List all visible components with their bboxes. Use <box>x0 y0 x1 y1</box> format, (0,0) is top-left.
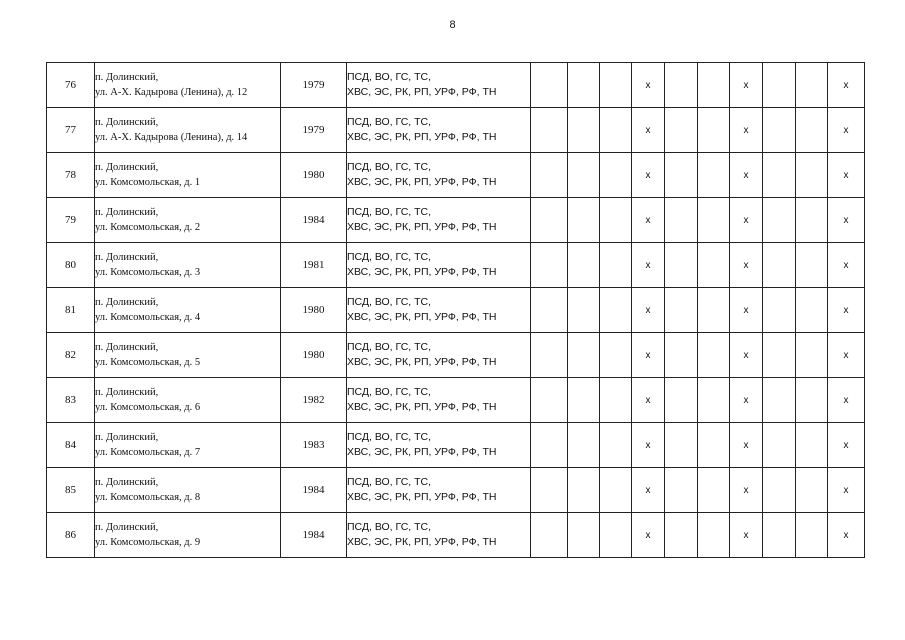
systems-line-2: ХВС, ЭС, РК, РП, УРФ, РФ, ТН <box>347 356 497 368</box>
mark-cell <box>698 468 730 513</box>
table-row <box>47 333 865 378</box>
mark-cell: x <box>730 288 763 333</box>
mark-cell <box>568 423 600 468</box>
address-settlement: п. Долинский, <box>95 252 159 263</box>
mark-cell: x <box>632 198 665 243</box>
systems-cell <box>347 468 531 513</box>
mark-cell <box>568 333 600 378</box>
mark-cell <box>568 513 600 558</box>
row-number-cell: 76 <box>47 63 95 108</box>
mark-cell: x <box>730 243 763 288</box>
mark-cell <box>698 378 730 423</box>
mark-cell: x <box>730 333 763 378</box>
systems-cell <box>347 378 531 423</box>
systems-cell <box>347 513 531 558</box>
mark-cell <box>665 63 698 108</box>
mark-cell <box>665 423 698 468</box>
mark-cell <box>600 153 632 198</box>
mark-cell <box>796 108 828 153</box>
systems-line-1: ПСД, ВО, ГС, ТС, <box>347 476 432 488</box>
address-settlement: п. Долинский, <box>95 522 159 533</box>
mark-cell: x <box>632 63 665 108</box>
mark-cell <box>568 378 600 423</box>
year-cell: 1984 <box>281 198 347 243</box>
address-street: ул. А-Х. Кадырова (Ленина), д. 12 <box>95 87 248 98</box>
address-cell <box>95 468 281 513</box>
systems-cell <box>347 423 531 468</box>
mark-cell <box>698 243 730 288</box>
table-row <box>47 513 865 558</box>
systems-cell <box>347 153 531 198</box>
address-street: ул. Комсомольская, д. 2 <box>95 222 201 233</box>
mark-cell <box>665 288 698 333</box>
year-cell: 1984 <box>281 513 347 558</box>
mark-cell <box>568 198 600 243</box>
mark-cell <box>796 378 828 423</box>
row-number-cell: 86 <box>47 513 95 558</box>
row-number-cell: 82 <box>47 333 95 378</box>
mark-cell: x <box>828 468 865 513</box>
address-cell <box>95 63 281 108</box>
mark-cell <box>600 468 632 513</box>
address-street: ул. Комсомольская, д. 5 <box>95 357 201 368</box>
systems-line-1: ПСД, ВО, ГС, ТС, <box>347 386 432 398</box>
systems-line-1: ПСД, ВО, ГС, ТС, <box>347 161 432 173</box>
systems-cell <box>347 108 531 153</box>
mark-cell <box>763 333 796 378</box>
address-settlement: п. Долинский, <box>95 297 159 308</box>
mark-cell <box>600 423 632 468</box>
mark-cell: x <box>632 153 665 198</box>
year-cell: 1981 <box>281 243 347 288</box>
mark-cell <box>568 288 600 333</box>
table-row <box>47 198 865 243</box>
address-settlement: п. Долинский, <box>95 477 159 488</box>
mark-cell <box>763 63 796 108</box>
mark-cell: x <box>632 513 665 558</box>
mark-cell <box>665 333 698 378</box>
mark-cell <box>698 108 730 153</box>
address-cell <box>95 288 281 333</box>
systems-line-2: ХВС, ЭС, РК, РП, УРФ, РФ, ТН <box>347 536 497 548</box>
mark-cell <box>665 468 698 513</box>
mark-cell <box>796 333 828 378</box>
mark-cell <box>600 378 632 423</box>
mark-cell <box>531 423 568 468</box>
mark-cell: x <box>632 423 665 468</box>
mark-cell <box>600 333 632 378</box>
mark-cell <box>796 243 828 288</box>
mark-cell <box>531 243 568 288</box>
mark-cell: x <box>632 333 665 378</box>
mark-cell <box>763 288 796 333</box>
table-row <box>47 468 865 513</box>
systems-cell <box>347 288 531 333</box>
mark-cell: x <box>828 108 865 153</box>
mark-cell <box>531 153 568 198</box>
mark-cell <box>796 198 828 243</box>
row-number-cell: 85 <box>47 468 95 513</box>
table-row <box>47 63 865 108</box>
row-number-cell: 80 <box>47 243 95 288</box>
mark-cell: x <box>730 378 763 423</box>
mark-cell <box>698 63 730 108</box>
mark-cell <box>665 243 698 288</box>
mark-cell: x <box>828 423 865 468</box>
mark-cell <box>763 513 796 558</box>
systems-line-1: ПСД, ВО, ГС, ТС, <box>347 116 432 128</box>
address-settlement: п. Долинский, <box>95 207 159 218</box>
mark-cell: x <box>828 153 865 198</box>
page-number: 8 <box>449 19 456 31</box>
year-cell: 1980 <box>281 153 347 198</box>
year-cell: 1983 <box>281 423 347 468</box>
systems-line-2: ХВС, ЭС, РК, РП, УРФ, РФ, ТН <box>347 131 497 143</box>
address-settlement: п. Долинский, <box>95 117 159 128</box>
mark-cell: x <box>828 513 865 558</box>
row-number-cell: 77 <box>47 108 95 153</box>
address-settlement: п. Долинский, <box>95 162 159 173</box>
address-street: ул. Комсомольская, д. 4 <box>95 312 201 323</box>
mark-cell: x <box>730 468 763 513</box>
mark-cell <box>763 378 796 423</box>
mark-cell <box>796 63 828 108</box>
mark-cell <box>568 243 600 288</box>
mark-cell <box>796 468 828 513</box>
mark-cell <box>600 288 632 333</box>
mark-cell <box>698 333 730 378</box>
mark-cell: x <box>730 63 763 108</box>
mark-cell <box>600 108 632 153</box>
address-street: ул. Комсомольская, д. 6 <box>95 402 201 413</box>
address-street: ул. Комсомольская, д. 9 <box>95 537 201 548</box>
systems-line-2: ХВС, ЭС, РК, РП, УРФ, РФ, ТН <box>347 176 497 188</box>
mark-cell <box>665 513 698 558</box>
address-cell <box>95 333 281 378</box>
systems-cell <box>347 198 531 243</box>
mark-cell: x <box>730 153 763 198</box>
address-cell <box>95 513 281 558</box>
mark-cell: x <box>730 513 763 558</box>
year-cell: 1982 <box>281 378 347 423</box>
systems-line-1: ПСД, ВО, ГС, ТС, <box>347 521 432 533</box>
systems-line-1: ПСД, ВО, ГС, ТС, <box>347 251 432 263</box>
table-row <box>47 153 865 198</box>
mark-cell <box>568 108 600 153</box>
mark-cell <box>665 198 698 243</box>
mark-cell: x <box>632 108 665 153</box>
row-number-cell: 78 <box>47 153 95 198</box>
mark-cell: x <box>730 423 763 468</box>
row-number-cell: 79 <box>47 198 95 243</box>
systems-cell <box>347 243 531 288</box>
systems-line-2: ХВС, ЭС, РК, РП, УРФ, РФ, ТН <box>347 221 497 233</box>
year-cell: 1984 <box>281 468 347 513</box>
address-cell <box>95 243 281 288</box>
address-cell <box>95 108 281 153</box>
systems-line-1: ПСД, ВО, ГС, ТС, <box>347 296 432 308</box>
mark-cell: x <box>632 378 665 423</box>
table-row <box>47 378 865 423</box>
mark-cell <box>698 513 730 558</box>
mark-cell: x <box>828 378 865 423</box>
mark-cell <box>796 513 828 558</box>
mark-cell: x <box>828 243 865 288</box>
address-street: ул. А-Х. Кадырова (Ленина), д. 14 <box>95 132 248 143</box>
address-cell <box>95 153 281 198</box>
mark-cell <box>796 153 828 198</box>
mark-cell: x <box>730 108 763 153</box>
address-street: ул. Комсомольская, д. 3 <box>95 267 201 278</box>
address-settlement: п. Долинский, <box>95 342 159 353</box>
address-cell <box>95 423 281 468</box>
systems-line-2: ХВС, ЭС, РК, РП, УРФ, РФ, ТН <box>347 446 497 458</box>
address-settlement: п. Долинский, <box>95 72 159 83</box>
table-row <box>47 243 865 288</box>
mark-cell: x <box>828 198 865 243</box>
systems-line-2: ХВС, ЭС, РК, РП, УРФ, РФ, ТН <box>347 311 497 323</box>
mark-cell <box>763 198 796 243</box>
mark-cell <box>763 423 796 468</box>
mark-cell <box>531 288 568 333</box>
mark-cell <box>796 423 828 468</box>
mark-cell: x <box>632 243 665 288</box>
year-cell: 1980 <box>281 333 347 378</box>
mark-cell: x <box>632 288 665 333</box>
mark-cell <box>698 288 730 333</box>
mark-cell: x <box>828 333 865 378</box>
mark-cell <box>531 333 568 378</box>
mark-cell <box>698 198 730 243</box>
mark-cell <box>763 468 796 513</box>
systems-line-1: ПСД, ВО, ГС, ТС, <box>347 431 432 443</box>
systems-line-2: ХВС, ЭС, РК, РП, УРФ, РФ, ТН <box>347 401 497 413</box>
row-number-cell: 81 <box>47 288 95 333</box>
mark-cell: x <box>828 63 865 108</box>
mark-cell <box>531 63 568 108</box>
housing-systems-table <box>46 62 865 558</box>
year-cell: 1979 <box>281 63 347 108</box>
mark-cell <box>665 153 698 198</box>
address-street: ул. Комсомольская, д. 7 <box>95 447 201 458</box>
row-number-cell: 83 <box>47 378 95 423</box>
mark-cell: x <box>730 198 763 243</box>
mark-cell <box>796 288 828 333</box>
address-cell <box>95 378 281 423</box>
mark-cell <box>763 108 796 153</box>
mark-cell: x <box>632 468 665 513</box>
mark-cell <box>600 243 632 288</box>
year-cell: 1980 <box>281 288 347 333</box>
systems-cell <box>347 333 531 378</box>
mark-cell <box>698 423 730 468</box>
mark-cell: x <box>828 288 865 333</box>
year-cell: 1979 <box>281 108 347 153</box>
mark-cell <box>531 198 568 243</box>
mark-cell <box>600 198 632 243</box>
table-body <box>47 63 865 558</box>
mark-cell <box>568 468 600 513</box>
mark-cell <box>665 378 698 423</box>
table-row <box>47 288 865 333</box>
mark-cell <box>568 153 600 198</box>
mark-cell <box>763 243 796 288</box>
systems-line-2: ХВС, ЭС, РК, РП, УРФ, РФ, ТН <box>347 86 497 98</box>
address-settlement: п. Долинский, <box>95 432 159 443</box>
mark-cell <box>763 153 796 198</box>
systems-cell <box>347 63 531 108</box>
mark-cell <box>568 63 600 108</box>
mark-cell <box>600 513 632 558</box>
address-settlement: п. Долинский, <box>95 387 159 398</box>
address-street: ул. Комсомольская, д. 8 <box>95 492 201 503</box>
systems-line-2: ХВС, ЭС, РК, РП, УРФ, РФ, ТН <box>347 266 497 278</box>
mark-cell <box>665 108 698 153</box>
systems-line-1: ПСД, ВО, ГС, ТС, <box>347 341 432 353</box>
systems-line-1: ПСД, ВО, ГС, ТС, <box>347 71 432 83</box>
mark-cell <box>531 378 568 423</box>
mark-cell <box>600 63 632 108</box>
address-cell <box>95 198 281 243</box>
table-row <box>47 423 865 468</box>
mark-cell <box>531 468 568 513</box>
systems-line-2: ХВС, ЭС, РК, РП, УРФ, РФ, ТН <box>347 491 497 503</box>
mark-cell <box>698 153 730 198</box>
mark-cell <box>531 108 568 153</box>
systems-line-1: ПСД, ВО, ГС, ТС, <box>347 206 432 218</box>
mark-cell <box>531 513 568 558</box>
row-number-cell: 84 <box>47 423 95 468</box>
table-row <box>47 108 865 153</box>
address-street: ул. Комсомольская, д. 1 <box>95 177 201 188</box>
